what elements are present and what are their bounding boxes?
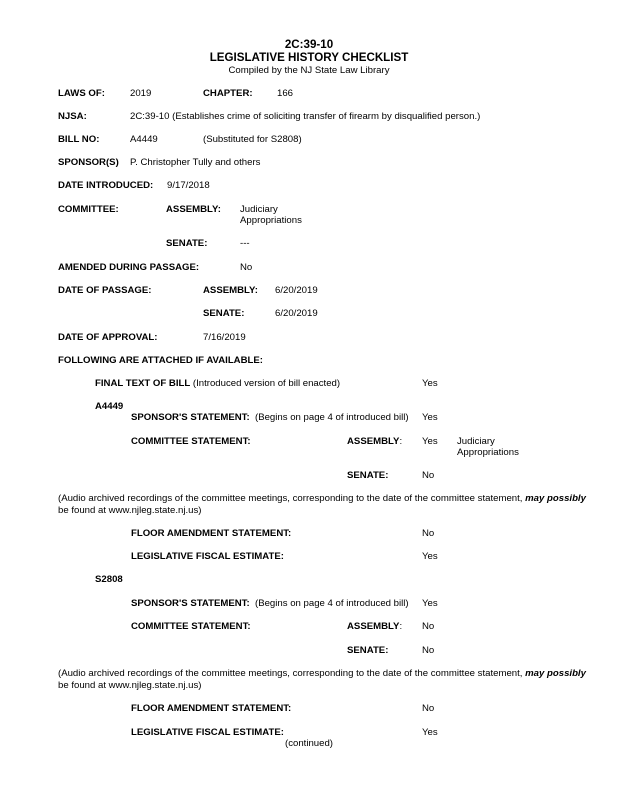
committee-assembly-label: ASSEMBLY: — [166, 204, 221, 215]
bill-s-number: S2808 — [95, 574, 123, 585]
bill-a-committee-assembly-label-row — [347, 436, 402, 448]
bill-a-sponsor-stmt-label: SPONSOR'S STATEMENT: — [131, 412, 250, 423]
bill-s-committee-stmt-label: COMMITTEE STATEMENT: — [131, 621, 251, 632]
njsa-label: NJSA: — [58, 111, 87, 122]
bill-a-committee-senate-value: No — [422, 470, 435, 481]
committee-assembly-1: Judiciary — [240, 204, 278, 215]
date-approval-value: 7/16/2019 — [203, 332, 246, 343]
chapter-label: CHAPTER: — [203, 88, 253, 99]
continued-note: (continued) — [285, 738, 333, 749]
committee-assembly-2: Appropriations — [240, 215, 302, 226]
bill-no-value: A4449 — [130, 134, 158, 145]
bill-s-audio-note-url: be found at www.njleg.state.nj.us) — [58, 680, 202, 691]
bill-s-sponsor-stmt-note: (Begins on page 4 of introduced bill) — [255, 598, 409, 609]
final-text-value: Yes — [422, 378, 438, 389]
bill-s-committee-assembly-label-row — [347, 621, 402, 633]
date-introduced-value: 9/17/2018 — [167, 180, 210, 191]
bill-a-audio-note-text: (Audio archived recordings of the committee meetings, corresponding to the date of the committee statement, — [58, 493, 526, 504]
passage-senate-value: 6/20/2019 — [275, 308, 318, 319]
bill-s-committee-assembly-label: ASSEMBLY — [347, 621, 400, 632]
bill-s-audio-note — [58, 668, 586, 680]
bill-a-committee-assembly-colon: : — [399, 436, 403, 447]
final-text-row — [95, 378, 340, 390]
final-text-label: FINAL TEXT OF BILL — [95, 378, 191, 389]
amended-value: No — [240, 262, 253, 273]
committee-senate-value: --- — [240, 238, 250, 249]
bill-s-committee-assembly-value: No — [422, 621, 435, 632]
bill-a-committee-stmt-label: COMMITTEE STATEMENT: — [131, 436, 251, 447]
passage-assembly-value: 6/20/2019 — [275, 285, 318, 296]
bill-a-committee-assembly-label: ASSEMBLY — [347, 436, 400, 447]
bill-a-sponsor-stmt-note: (Begins on page 4 of introduced bill) — [255, 412, 409, 423]
bill-a-committee-assembly-1: Judiciary — [457, 436, 495, 447]
bill-no-label: BILL NO: — [58, 134, 100, 145]
committee-senate-label: SENATE: — [166, 238, 208, 249]
bill-a-sponsor-stmt-row — [131, 412, 409, 424]
bill-s-committee-assembly-colon: : — [399, 621, 403, 632]
laws-of-label: LAWS OF: — [58, 88, 105, 99]
date-approval-label: DATE OF APPROVAL: — [58, 332, 158, 343]
njsa-value: 2C:39-10 (Establishes crime of soliciting transfer of firearm by disqualified person.) — [130, 111, 481, 122]
amended-label: AMENDED DURING PASSAGE: — [58, 262, 200, 273]
bill-a-fiscal-value: Yes — [422, 551, 438, 562]
bill-s-floor-label: FLOOR AMENDMENT STATEMENT: — [131, 703, 292, 714]
page-title: LEGISLATIVE HISTORY CHECKLIST — [209, 51, 409, 64]
bill-s-audio-note-emphasis: may possibly — [525, 668, 586, 679]
date-passage-label: DATE OF PASSAGE: — [58, 285, 152, 296]
chapter-value: 166 — [277, 88, 294, 99]
bill-a-number: A4449 — [95, 401, 124, 412]
passage-assembly-label: ASSEMBLY: — [203, 285, 258, 296]
bill-s-committee-senate-label: SENATE: — [347, 645, 389, 656]
bill-a-floor-value: No — [422, 528, 435, 539]
bill-s-sponsor-stmt-label: SPONSOR'S STATEMENT: — [131, 598, 250, 609]
bill-a-audio-note-emphasis: may possibly — [525, 493, 586, 504]
bill-s-committee-senate-value: No — [422, 645, 435, 656]
attached-heading: FOLLOWING ARE ATTACHED IF AVAILABLE: — [58, 355, 263, 366]
sponsor-label: SPONSOR(S) — [58, 157, 119, 168]
substituted-for: (Substituted for S2808) — [203, 134, 302, 145]
bill-a-audio-note — [58, 493, 586, 505]
bill-s-floor-value: No — [422, 703, 435, 714]
statute-heading: 2C:39-10 — [284, 38, 334, 51]
bill-s-audio-note-text: (Audio archived recordings of the committee meetings, corresponding to the date of the committee statement, — [58, 668, 526, 679]
bill-a-committee-assembly-value: Yes — [422, 436, 438, 447]
date-introduced-label: DATE INTRODUCED: — [58, 180, 154, 191]
committee-label: COMMITTEE: — [58, 204, 119, 215]
bill-a-floor-label: FLOOR AMENDMENT STATEMENT: — [131, 528, 292, 539]
compiled-by: Compiled by the NJ State Law Library — [228, 65, 390, 76]
bill-a-audio-note-url: be found at www.njleg.state.nj.us) — [58, 505, 202, 516]
bill-a-committee-assembly-2: Appropriations — [457, 447, 519, 458]
bill-a-sponsor-stmt-value: Yes — [422, 412, 438, 423]
laws-of-value: 2019 — [130, 88, 152, 99]
passage-senate-label: SENATE: — [203, 308, 245, 319]
final-text-note: (Introduced version of bill enacted) — [192, 378, 341, 389]
bill-s-sponsor-stmt-value: Yes — [422, 598, 438, 609]
bill-s-sponsor-stmt-row — [131, 598, 409, 610]
sponsor-value: P. Christopher Tully and others — [130, 157, 261, 168]
bill-a-fiscal-label: LEGISLATIVE FISCAL ESTIMATE: — [131, 551, 284, 562]
bill-s-fiscal-label: LEGISLATIVE FISCAL ESTIMATE: — [131, 727, 284, 738]
bill-s-fiscal-value: Yes — [422, 727, 438, 738]
bill-a-committee-senate-label: SENATE: — [347, 470, 389, 481]
